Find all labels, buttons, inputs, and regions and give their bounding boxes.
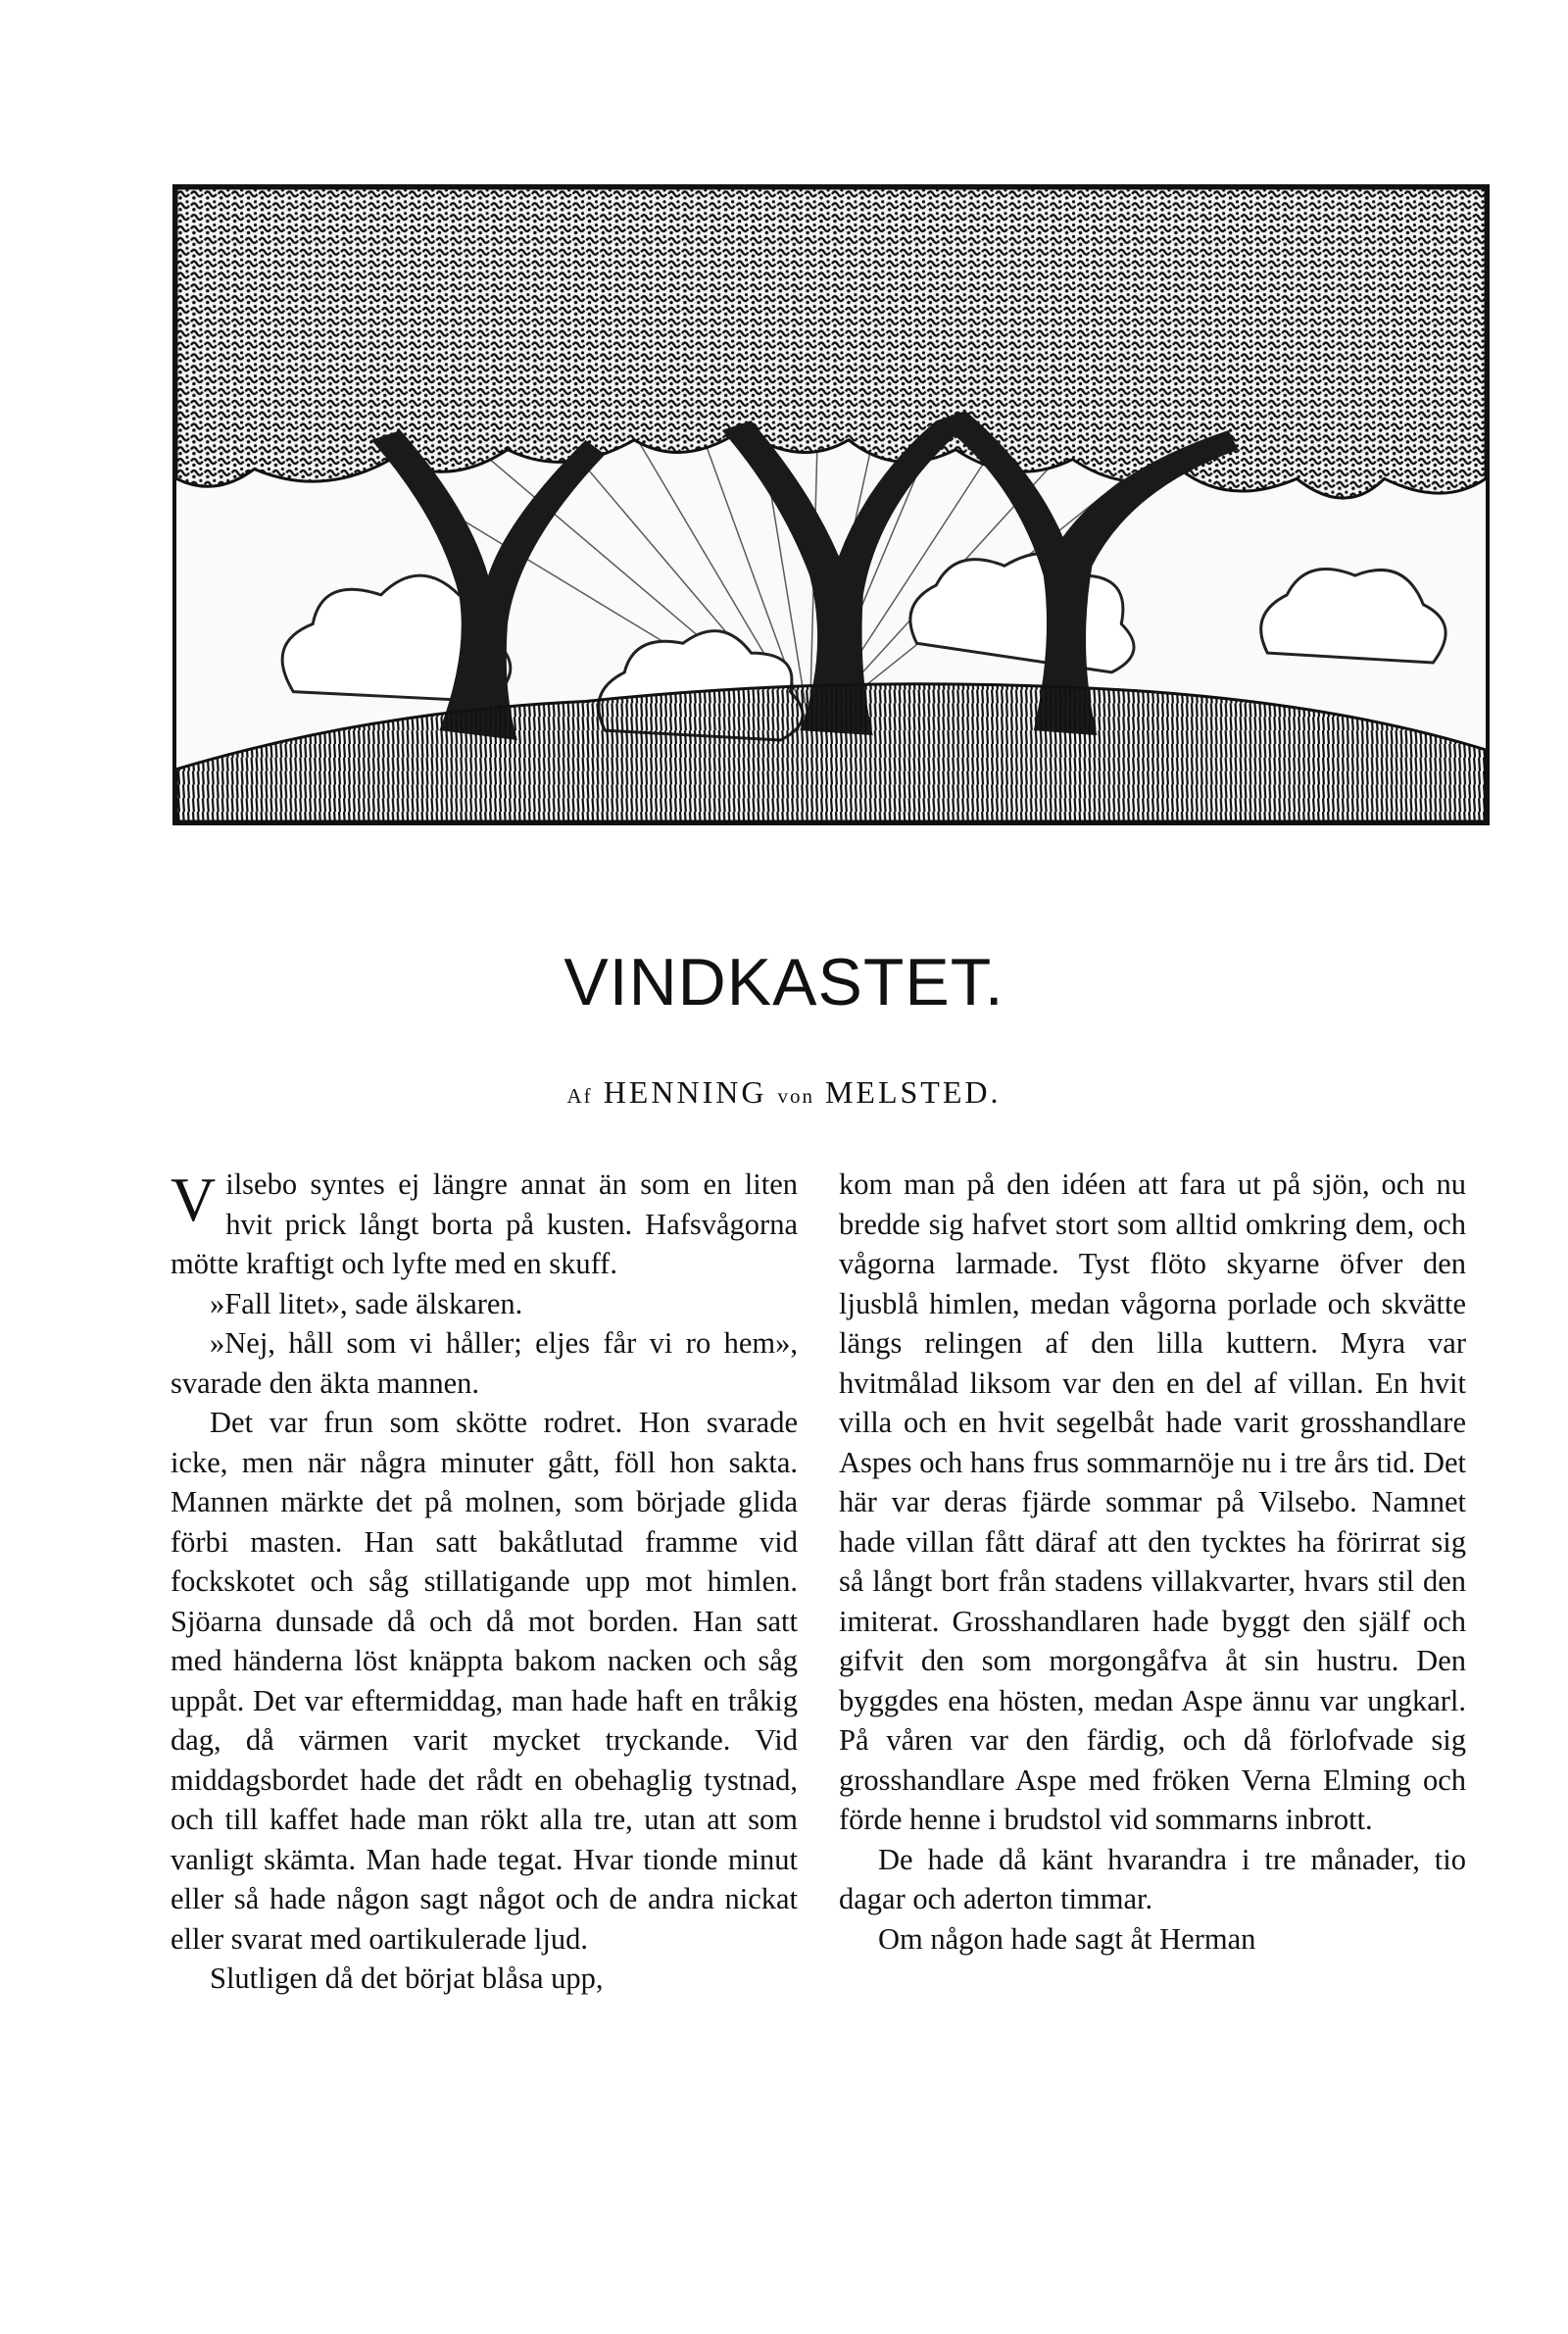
byline: [0, 1076, 1568, 1108]
paragraph: De hade då känt hvarandra i tre månader, tio dagar och aderton timmar.: [839, 1842, 1466, 1915]
left-column: [171, 1165, 798, 1999]
paragraph: Slutligen då det börjat blåsa upp,: [210, 1962, 604, 1995]
paragraph: Om någon hade sagt åt Herman: [878, 1921, 1256, 1956]
paragraph: Det var frun som skötte rodret. Hon svarade icke, men när några minuter gått, föll hon sakta. Mannen märkte det på molnen, som började glida förbi masten. Han satt bakåtlutad framme vid fockskotet och såg stillatigande upp mot himlen. Sjöarna dunsade då och då mot borden. Han satt med händerna löst knäppta bakom nacken och såg uppåt. Det var eftermiddag, man hade haft en tråkig dag, då värmen varit mycket tryckande. Vid middagsbordet hade det rådt en obehaglig tystnad, och till kaffet hade man rökt alla tre, utan att som vanligt skämta. Man hade tegat. Hvar tionde minut eller så hade någon sagt något och de andra nickat eller svarat med oartikulerade ljud.: [171, 1406, 798, 1956]
paragraph: [171, 1165, 798, 1284]
byline-prefix: Af: [566, 1084, 593, 1108]
drop-cap: V: [171, 1165, 217, 1234]
paragraph: »Nej, håll som vi håller; eljes får vi ro hem», svarade den äkta mannen.: [171, 1326, 798, 1400]
right-column: [839, 1165, 1466, 1959]
paragraph: kom man på den idéen att fara ut på sjön, och nu bredde sig hafvet stort som alltid omkring dem, och vågorna larmade. Tyst flöto skyarne öfver den ljusblå himlen, medan vågorna porlade och skvätte längs relingen af den lilla kuttern. Myra var hvitmålad liksom var den en del af villan. En hvit villa och en hvit segelbåt hade varit grosshandlare Aspes och hans frus sommarnöje nu i tre års tid. Det här var deras fjärde sommar på Vilsebo. Namnet hade villan fått däraf att den tycktes ha förirrat sig så långt bort från stadens villakvarter, hvars stil den imiterat. Grosshandlaren hade byggt den själf och gifvit den som morgongåfva åt sin hustru. Den byggdes ena hösten, medan Aspe ännu var ungkarl. På våren var den färdig, och då förlofvade sig grosshandlare Aspe med fröken Verna Elming och förde henne i brudstol vid sommarns inbrott.: [839, 1167, 1466, 1836]
tree-landscape-icon: [176, 188, 1486, 821]
header-illustration: [172, 184, 1490, 825]
paragraph-text: ilsebo syntes ej längre annat än som en liten hvit prick långt borta på kusten. Hafsvågorna mötte kraftigt och lyfte med en skuff.: [171, 1167, 798, 1280]
article-title: VINDKASTET.: [564, 945, 1004, 1019]
author-surname: MELSTED.: [824, 1074, 1002, 1110]
byline-particle: von: [777, 1084, 814, 1108]
paragraph: »Fall litet», sade älskaren.: [210, 1286, 523, 1320]
author-first-name: HENNING: [603, 1074, 767, 1110]
